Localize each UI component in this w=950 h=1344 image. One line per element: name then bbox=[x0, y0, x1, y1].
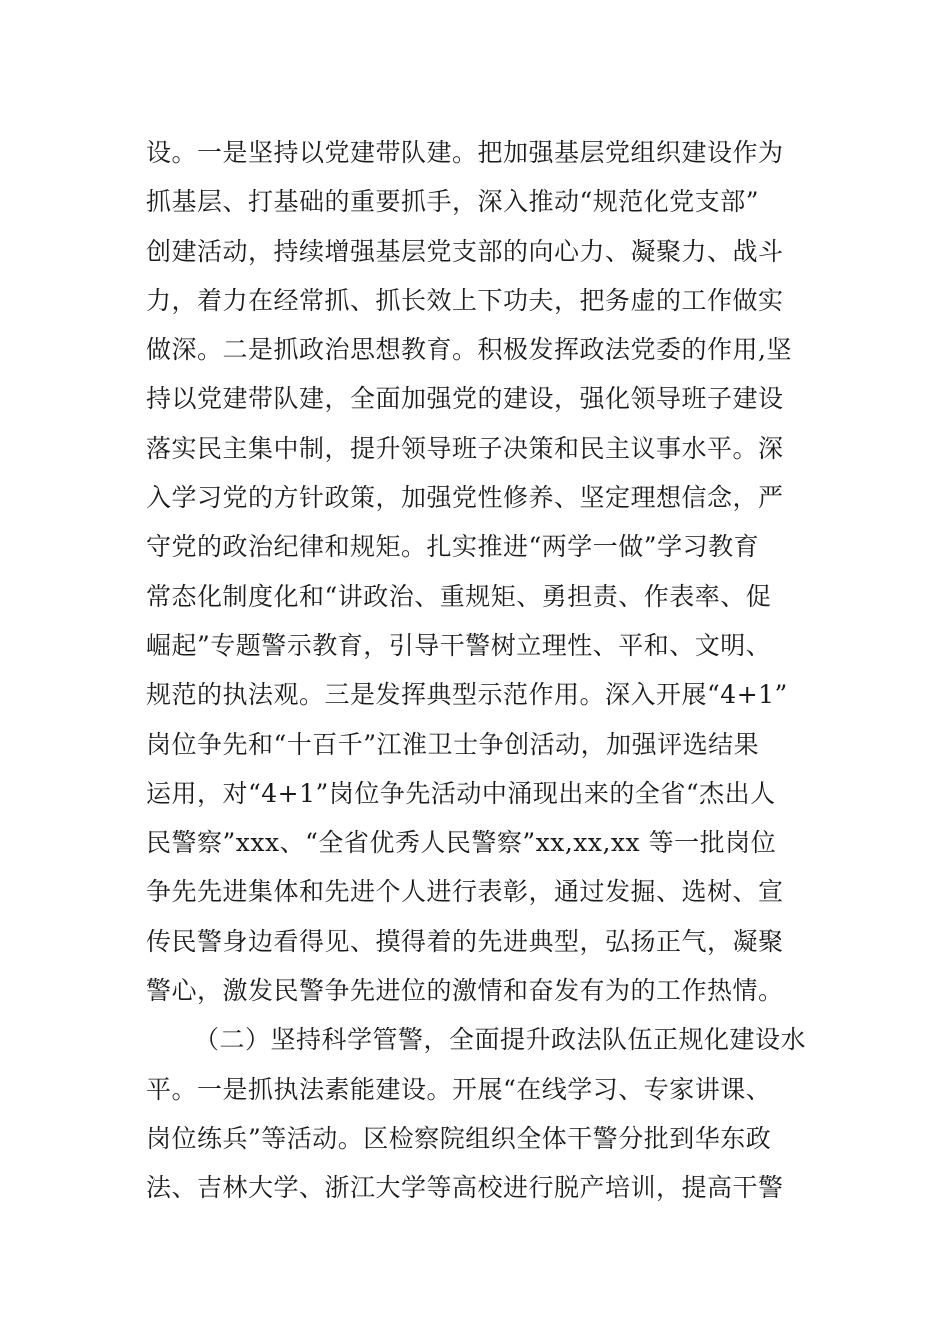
text-line: 落实民主集中制，提升领导班子决策和民主议事水平。深 bbox=[146, 433, 784, 463]
text-line: 法、吉林大学、浙江大学等高校进行脱产培训，提高干警 bbox=[146, 1173, 784, 1203]
text-line: 争先先进集体和先进个人进行表彰，通过发掘、选树、宣 bbox=[146, 877, 784, 907]
text-line: 崛起”专题警示教育，引导干警树立理性、平和、文明、 bbox=[146, 630, 772, 660]
text-line: 设。一是坚持以党建带队建。把加强基层党组织建设作为 bbox=[146, 138, 784, 167]
text-line: 平。一是抓执法素能建设。开展“在线学习、专家讲课、 bbox=[146, 1074, 772, 1104]
text-line: 创建活动，持续增强基层党支部的向心力、凝聚力、战斗 bbox=[146, 236, 784, 266]
text-line: 岗位练兵”等活动。区检察院组织全体干警分批到华东政 bbox=[146, 1123, 772, 1153]
text-line: 民警察”xxx、“全省优秀人民警察”xx,xx,xx 等一批岗位 bbox=[146, 828, 777, 858]
text-line: 传民警身边看得见、摸得着的先进典型，弘扬正气，凝聚 bbox=[146, 926, 784, 956]
text-line: 规范的执法观。三是发挥典型示范作用。深入开展“4+1” bbox=[146, 680, 788, 710]
text-line: 力，着力在经常抓、抓长效上下功夫，把务虚的工作做实 bbox=[146, 285, 784, 315]
text-line: 岗位争先和“十百千”江淮卫士争创活动，加强评选结果 bbox=[146, 729, 760, 759]
text-line: 守党的政治纪律和规矩。扎实推进“两学一做”学习教育 bbox=[146, 532, 760, 562]
section-heading-line: （二）坚持科学管警，全面提升政法队伍正规化建设水 bbox=[194, 1025, 807, 1055]
text-line: 做深。二是抓政治思想教育。积极发挥政法党委的作用,坚 bbox=[146, 335, 792, 365]
text-line: 运用，对“4+1”岗位争先活动中涌现出来的全省“杰出人 bbox=[146, 778, 776, 808]
text-line: 抓基层、打基础的重要抓手，深入推动“规范化党支部” bbox=[146, 187, 760, 217]
text-line: 入学习党的方针政策，加强党性修养、坚定理想信念，严 bbox=[146, 483, 784, 513]
text-line: 持以党建带队建，全面加强党的建设，强化领导班子建设 bbox=[146, 384, 784, 414]
text-line: 常态化制度化和“讲政治、重规矩、勇担责、作表率、促 bbox=[146, 581, 772, 611]
body-text bbox=[146, 128, 816, 1213]
text-line: 警心，激发民警争先进位的激情和奋发有为的工作热情。 bbox=[146, 976, 784, 1006]
